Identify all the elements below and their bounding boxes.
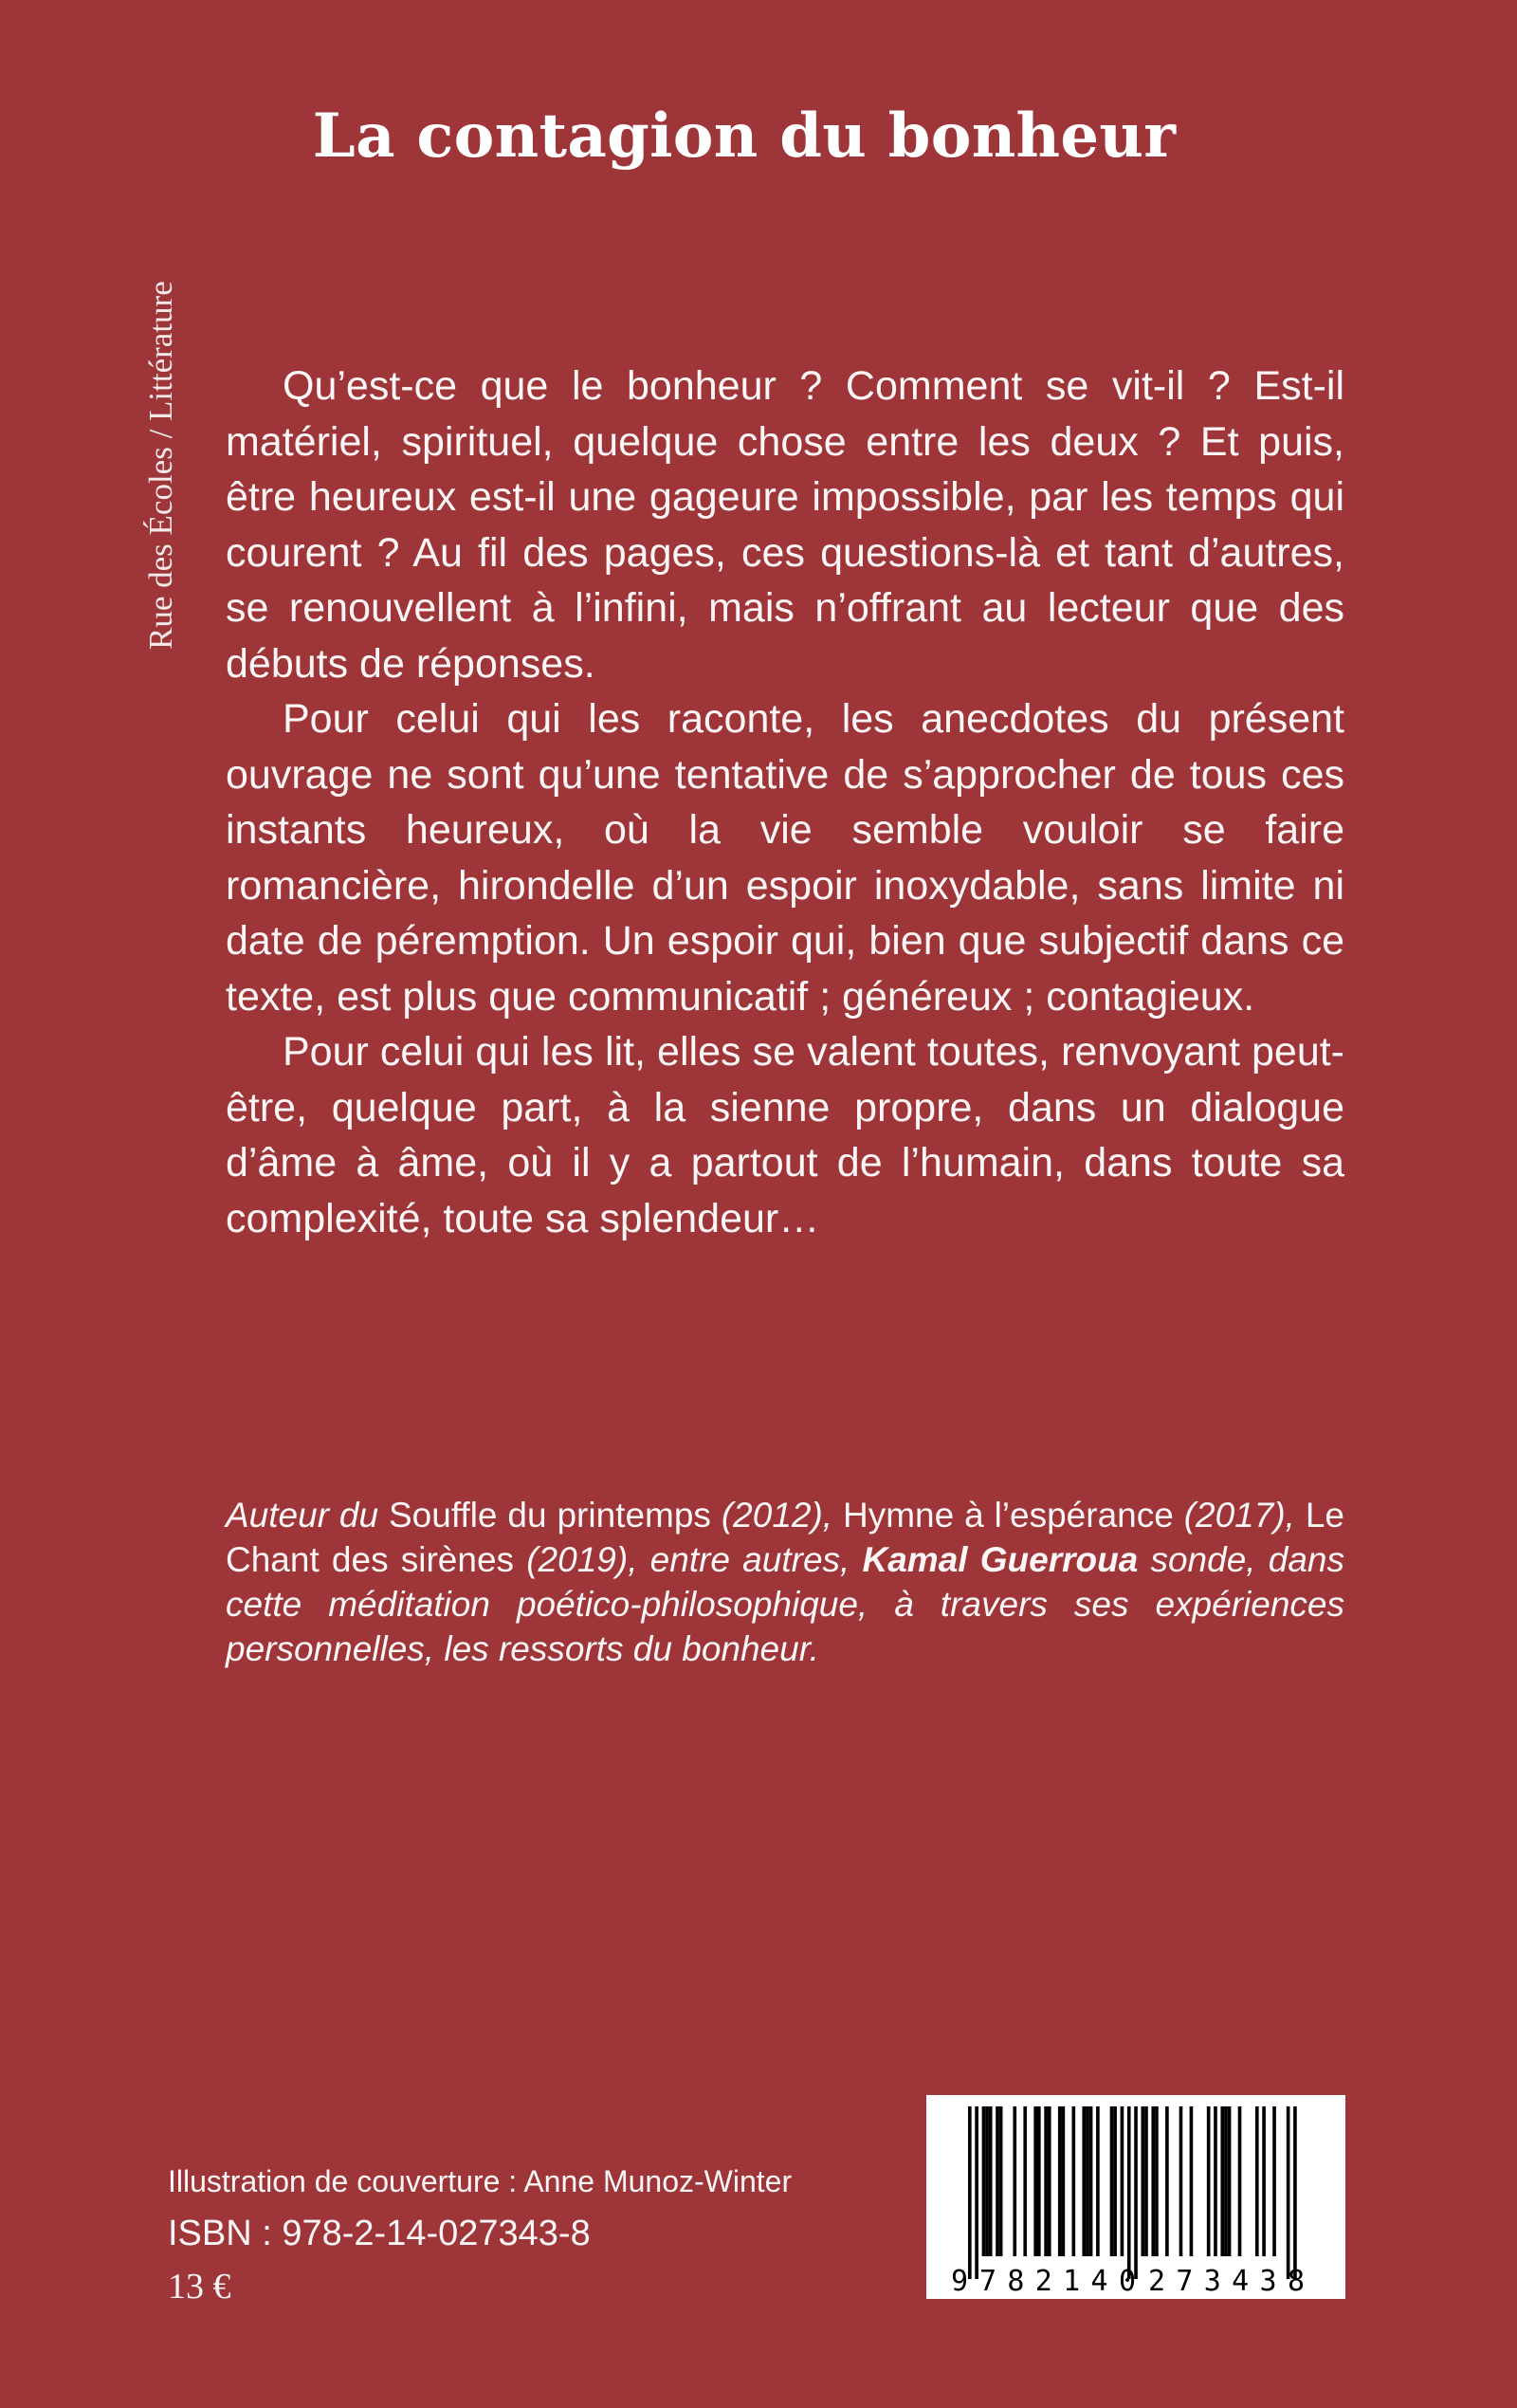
author-name: Kamal Guerroua: [862, 1540, 1139, 1579]
barcode-graphic: [926, 2095, 1345, 2299]
barcode-bar: [1224, 2106, 1228, 2256]
barcode-bars: [968, 2106, 1297, 2279]
barcode-bar: [1058, 2106, 1062, 2256]
barcode-bar: [1207, 2106, 1211, 2256]
author-year-2: (2017),: [1173, 1496, 1306, 1535]
illustration-credit: Illustration de couverture : Anne Munoz-Winter: [168, 2164, 793, 2198]
barcode-bar: [1165, 2106, 1169, 2256]
price-label: 13 €: [168, 2267, 231, 2307]
barcode-bar: [1287, 2106, 1290, 2279]
author-book-3: Le Chant des sirènes: [226, 1496, 1344, 1579]
barcode-bar: [1062, 2106, 1066, 2256]
barcode-bar: [985, 2106, 989, 2256]
barcode-bar: [1155, 2106, 1159, 2256]
barcode-bar: [1044, 2106, 1048, 2256]
blurb-paragraph-1: Qu’est-ce que le bonheur ? Comment se vit-il ? Est-il matériel, spirituel, quelque chose entre les deux ? Et puis, être heureux est-il une gageure impossible, par les temps qui courent ? Au fil des pages, ces questions-là et tant d’autres, se renouvellent à l’infini, mais n’offrant au lecteur que des débuts de réponses.: [226, 363, 1344, 687]
barcode-bar: [1023, 2106, 1027, 2256]
barcode-bar: [1113, 2106, 1117, 2256]
spine-series-label: Rue des Écoles / Littérature: [142, 281, 179, 650]
barcode-bar: [1293, 2106, 1297, 2279]
barcode-bar: [982, 2106, 986, 2256]
barcode-first-digit: 9: [951, 2265, 969, 2298]
barcode-bar: [1127, 2106, 1131, 2279]
back-cover-blurb: [226, 358, 1344, 1246]
barcode-bar: [1228, 2106, 1232, 2256]
isbn-barcode: [926, 2095, 1345, 2299]
barcode-bar: [968, 2106, 972, 2279]
barcode-bar: [1033, 2106, 1037, 2256]
barcode-bar: [996, 2106, 999, 2256]
barcode-bar: [1082, 2106, 1086, 2256]
isbn-label: ISBN : 978-2-14-027343-8: [168, 2214, 591, 2253]
barcode-bar: [1096, 2106, 1100, 2256]
blurb-paragraph-2: Pour celui qui les raconte, les anecdotes du présent ouvrage ne sont qu’une tentative de s’approcher de tous ces instants heureux, où la vie semble vouloir se faire romancière, hirondelle d’un espoir inoxydable, sans limite ni date de péremption. Un espoir qui, bien que subjectif dans ce texte, est plus que communicatif ; généreux ; contagieux.: [226, 696, 1344, 1020]
barcode-bar: [1214, 2106, 1217, 2256]
barcode-bar: [1255, 2106, 1259, 2256]
author-book-2: Hymne à l’espérance: [842, 1496, 1174, 1535]
author-year-3: (2019), entre autres,: [514, 1540, 863, 1579]
barcode-digits-left: 782140: [979, 2265, 1136, 2298]
barcode-digits-right: 273438: [1148, 2265, 1305, 2298]
barcode-bar: [1151, 2106, 1155, 2256]
author-note-intro: Auteur du: [226, 1496, 389, 1535]
barcode-bar: [1121, 2106, 1124, 2256]
author-book-1: Souffle du printemps: [388, 1496, 711, 1535]
book-title-text: La contagion du bonheur: [312, 101, 1177, 172]
barcode-bar: [1179, 2106, 1183, 2256]
blurb-paragraph-3: Pour celui qui les lit, elles se valent toutes, renvoyant peut-être, quelque part, à la sienne propre, dans un dialogue d’âme à âme, où il y a partout de l’humain, dans toute sa complexité, toute sa splendeur…: [226, 1029, 1344, 1241]
barcode-bar: [1144, 2106, 1148, 2256]
barcode-bar: [1110, 2106, 1114, 2256]
barcode-bar: [1220, 2106, 1224, 2256]
author-note: [226, 1493, 1344, 1671]
barcode-bar: [999, 2106, 1003, 2256]
barcode-bar: [1072, 2106, 1076, 2256]
barcode-bar: [989, 2106, 993, 2256]
barcode-bar: [1037, 2106, 1041, 2256]
credits-block: [168, 2158, 792, 2311]
barcode-bar: [1048, 2106, 1051, 2256]
author-year-1: (2012),: [710, 1496, 843, 1535]
barcode-bar: [1142, 2106, 1145, 2256]
barcode-bar: [1190, 2106, 1194, 2256]
barcode-bar: [1086, 2106, 1089, 2256]
barcode-bar: [1134, 2106, 1138, 2279]
author-note-end: sonde, dans cette méditation poético-philosophique, à travers ses expériences personnelles, les ressorts du bonheur.: [226, 1540, 1344, 1668]
barcode-bar: [1262, 2106, 1266, 2256]
barcode-bar: [1089, 2106, 1093, 2256]
barcode-bar: [975, 2106, 978, 2279]
barcode-bar: [1272, 2106, 1276, 2256]
book-title: [0, 101, 1517, 172]
barcode-bar: [1013, 2106, 1016, 2256]
barcode-bar: [1238, 2106, 1242, 2256]
